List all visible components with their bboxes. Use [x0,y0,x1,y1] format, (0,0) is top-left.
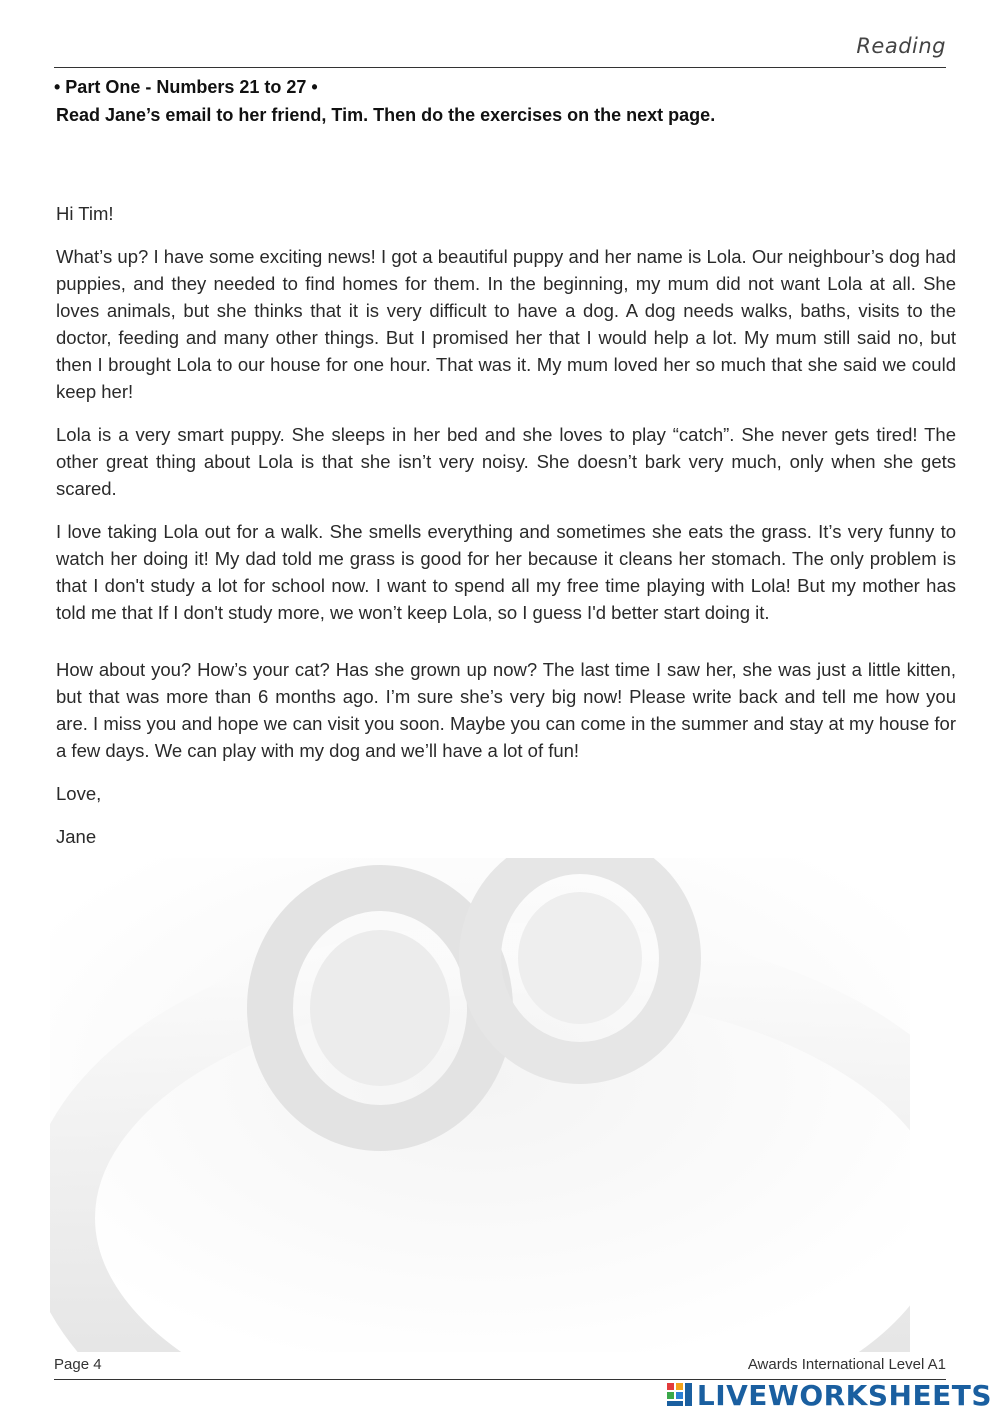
instruction-text: Read Jane’s email to her friend, Tim. Then do the exercises on the next page. [56,105,716,125]
header-divider [54,67,946,68]
section-label: Reading [856,34,946,58]
email-signature: Jane [56,826,97,847]
email-body [56,200,956,850]
email-paragraph: How about you? How’s your cat? Has she grown up now? The last time I saw her, she was just a little kitten, but that was more than 6 months ago. I’m sure she’s very big now! Please write back and tell me how you are. I miss you and hope we can visit you soon. Maybe you can come in the summer and stay at my house for a few days. We can play with my dog and we’ll have a lot of fun! [56,659,956,761]
at-sign-watermark-image [50,858,910,1352]
brand-name: LIVEWORKSHEETS [696,1378,992,1412]
email-greeting: Hi Tim! [56,203,114,224]
footer-series: Awards International Level A1 [747,1356,946,1373]
email-paragraph: I love taking Lola out for a walk. She smells everything and sometimes she eats the grass. It’s very funny to watch her doing it! My dad told me grass is good for her because it cleans her stomach. The only problem is that I don't study a lot for school now. I want to spend all my free time playing with Lola! But my mother has told me that If I don't study more, we won’t keep Lola, so I guess I'd better start doing it. [56,521,956,623]
email-closing: Love, [56,783,102,804]
page-number: Page 4 [54,1356,102,1373]
liveworksheets-logo[interactable] [667,1379,992,1411]
liveworksheets-icon [667,1383,693,1407]
email-paragraph: What’s up? I have some exciting news! I got a beautiful puppy and her name is Lola. Our neighbour’s dog had puppies, and they needed to find homes for them. In the beginning, my mum did not want Lola at all. She loves animals, but she thinks that it is very difficult to have a dog. A dog needs walks, baths, visits to the doctor, feeding and many other things. But I promised her that I would help a lot. My mum still said no, but then I brought Lola to our house for one hour. That was it. My mum loved her so much that she said we could keep her! [56,246,956,402]
email-paragraph: Lola is a very smart puppy. She sleeps in her bed and she loves to play “catch”. She never gets tired! The other great thing about Lola is that she isn’t very noisy. She doesn’t bark very much, only when she gets scared. [56,424,956,499]
part-title: • Part One - Numbers 21 to 27 • [54,77,318,97]
